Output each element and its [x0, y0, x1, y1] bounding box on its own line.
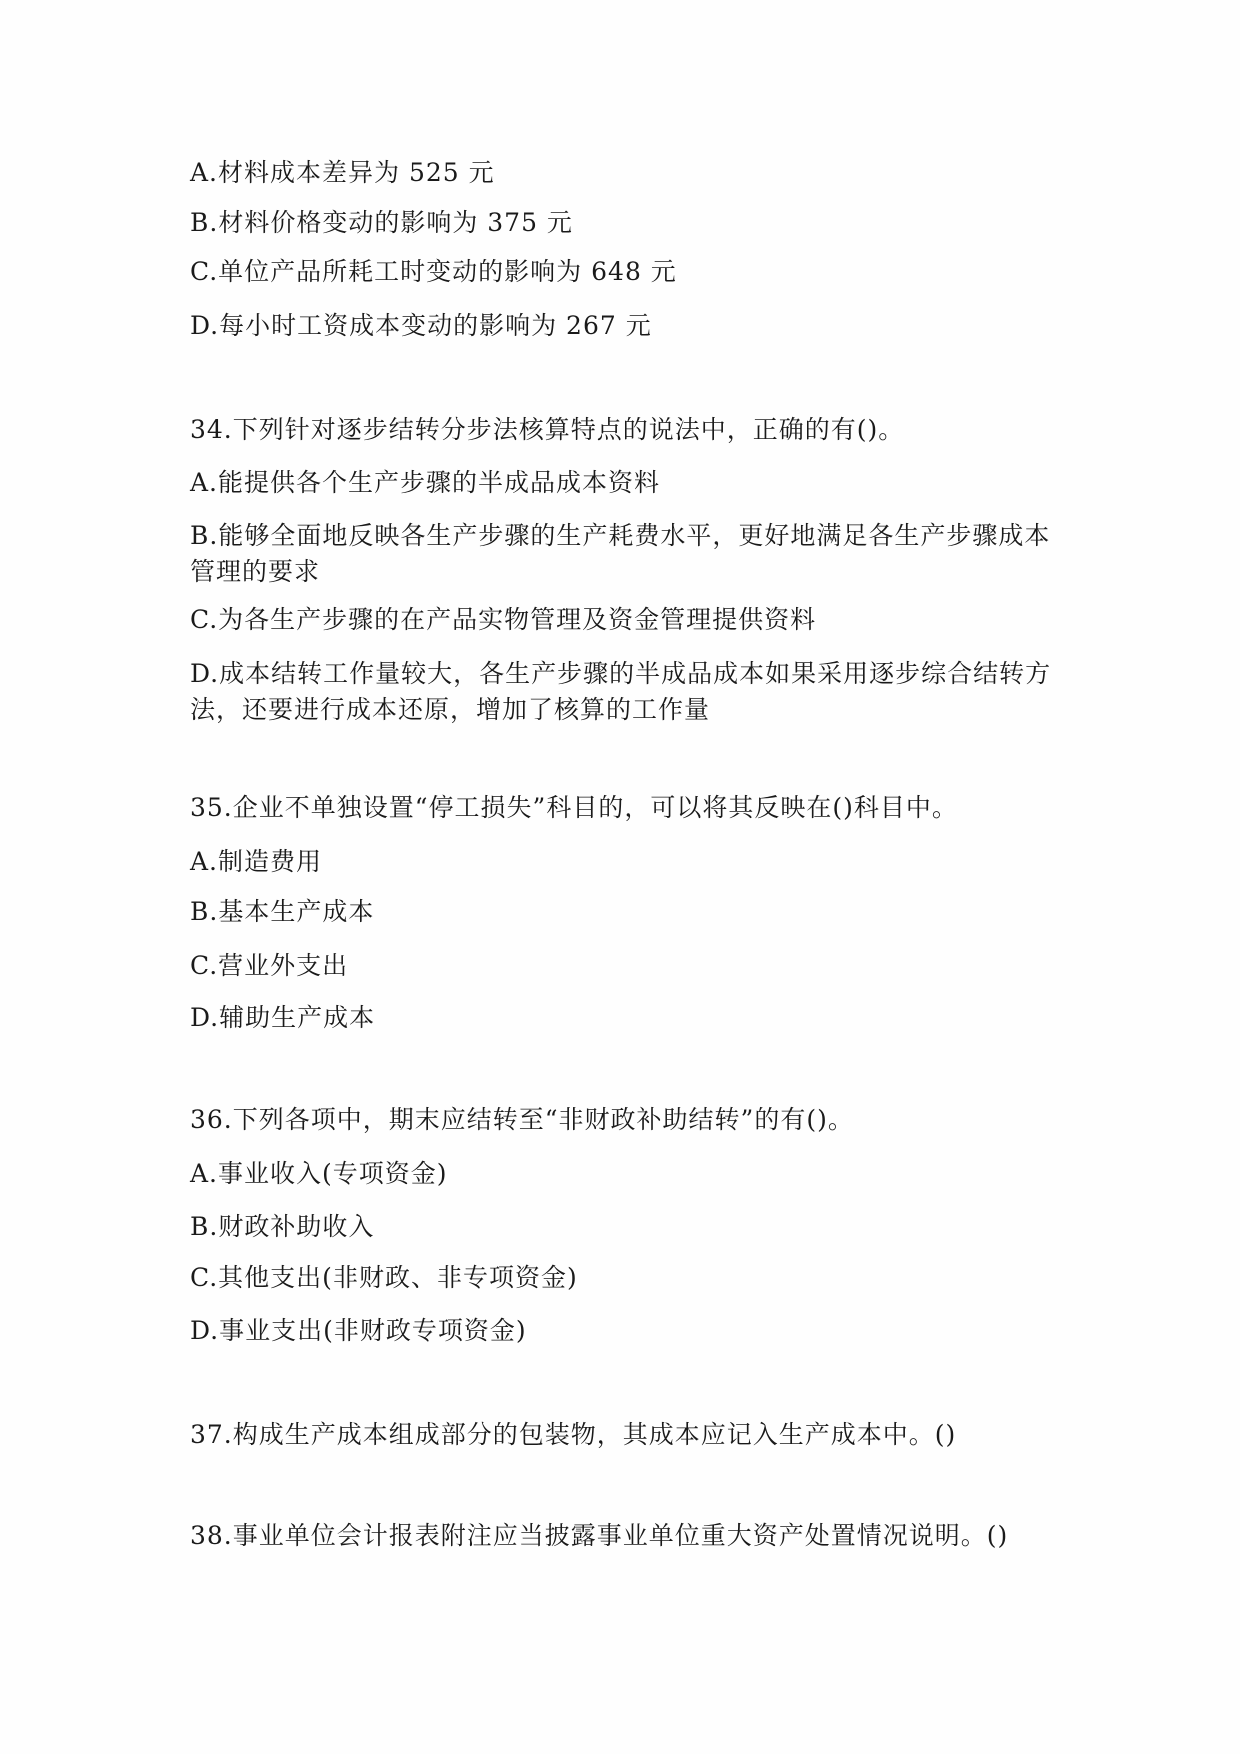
q33-option-b: B.材料价格变动的影响为 375 元 [190, 208, 573, 237]
q35-option-c: C.营业外支出 [190, 951, 349, 980]
q33-option-d: D.每小时工资成本变动的影响为 267 元 [190, 311, 652, 340]
q34-option-b: B.能够全面地反映各生产步骤的生产耗费水平，更好地满足各生产步骤成本管理的要求 [190, 521, 1051, 586]
q34-option-d: D.成本结转工作量较大，各生产步骤的半成品成本如果采用逐步综合结转方法，还要进行成本还原，增加了核算的工作量 [190, 659, 1052, 724]
q36-option-a: A.事业收入(专项资金) [190, 1159, 448, 1188]
q35-option-a: A.制造费用 [190, 847, 323, 876]
q35-option-d: D.辅助生产成本 [190, 1003, 376, 1032]
q34-option-a: A.能提供各个生产步骤的半成品成本资料 [190, 468, 661, 497]
q36-option-d: D.事业支出(非财政专项资金) [190, 1316, 527, 1345]
q38-stem: 38.事业单位会计报表附注应当披露事业单位重大资产处置情况说明。() [190, 1521, 1009, 1550]
q36-option-c: C.其他支出(非财政、非专项资金) [190, 1263, 578, 1292]
q34-stem: 34.下列针对逐步结转分步法核算特点的说法中，正确的有()。 [190, 415, 905, 444]
q36-option-b: B.财政补助收入 [190, 1212, 375, 1241]
q34-option-c: C.为各生产步骤的在产品实物管理及资金管理提供资料 [190, 605, 817, 634]
q33-option-a: A.材料成本差异为 525 元 [190, 158, 495, 187]
q35-option-b: B.基本生产成本 [190, 897, 375, 926]
q37-stem: 37.构成生产成本组成部分的包装物，其成本应记入生产成本中。() [190, 1420, 957, 1449]
q35-stem: 35.企业不单独设置“停工损失”科目的，可以将其反映在()科目中。 [190, 793, 958, 822]
q36-stem: 36.下列各项中，期末应结转至“非财政补助结转”的有()。 [190, 1105, 854, 1134]
q33-option-c: C.单位产品所耗工时变动的影响为 648 元 [190, 257, 677, 286]
